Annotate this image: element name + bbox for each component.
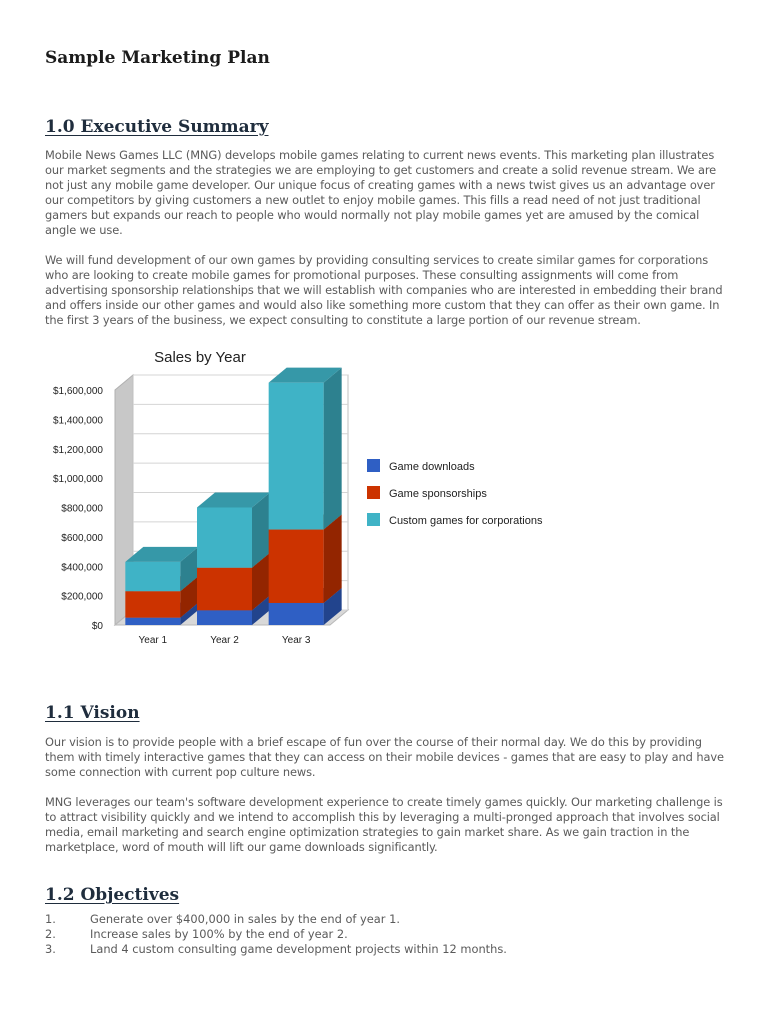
legend-swatch [367, 486, 380, 499]
x-tick-label: Year 1 [138, 635, 168, 646]
objective-text: Generate over $400,000 in sales by the end of year 1. [90, 912, 400, 926]
chart-title: Sales by Year [154, 349, 246, 366]
objective-text: Land 4 custom consulting game development projects within 12 months. [90, 942, 507, 956]
y-tick-label: $1,400,000 [52, 415, 103, 427]
bar-segment-side [324, 368, 342, 530]
legend-label: Custom games for corporations [389, 515, 543, 527]
bar-segment-side [324, 515, 342, 603]
executive-summary-paragraph-1: Mobile News Games LLC (MNG) develops mobile games relating to current news events. This marketing plan illustrates our market segments and the strategies we are employing to get customers and create a solid revenue stream. We are not just any mobile game developer. Our unique focus of creating games with a news twist gives us an advantage over our competitors by giving customers a new outlet to enjoy mobile games. This fills a read need of not just traditional gamers but expands our reach to people who would normally not play mobile games yet are amused by the comical angle we use. [45, 148, 717, 237]
bar-segment [269, 603, 324, 625]
sales-by-year-chart [40, 340, 600, 660]
bar-segment [197, 508, 252, 568]
legend-label: Game downloads [389, 461, 475, 473]
y-tick-label: $1,000,000 [52, 474, 103, 486]
legend-swatch [367, 459, 380, 472]
objectives-heading: 1.2 Objectives [45, 885, 180, 905]
x-tick-label: Year 3 [281, 635, 311, 646]
objective-item [45, 942, 507, 957]
bar-segment [197, 568, 252, 611]
objective-number: 1. [45, 912, 56, 926]
y-tick-label: $1,600,000 [52, 386, 103, 397]
vision-heading: 1.1 Vision [45, 703, 140, 723]
legend-swatch [367, 513, 380, 526]
y-tick-label: $0 [91, 621, 103, 632]
objectives-list [45, 912, 507, 957]
vision-paragraph-1: Our vision is to provide people with a brief escape of fun over the course of their normal day. We do this by providing them with timely interactive games that they can access on their mobile devices - games that are easy to play and have some connection with current pop culture news. [45, 735, 724, 779]
bar-segment [125, 618, 180, 625]
executive-summary-heading: 1.0 Executive Summary [45, 117, 269, 137]
bar-segment [125, 562, 180, 591]
x-tick-label: Year 2 [210, 635, 239, 646]
bar-segment [269, 530, 324, 603]
y-tick-label: $600,000 [61, 532, 103, 544]
objective-number: 3. [45, 942, 56, 956]
y-tick-label: $200,000 [61, 591, 103, 603]
document-title: Sample Marketing Plan [45, 48, 270, 68]
bar-segment [125, 591, 180, 617]
objective-item [45, 927, 507, 942]
executive-summary-paragraph-2: We will fund development of our own games by providing consulting services to create similar games for corporations who are looking to create mobile games for promotional purposes. These consulting assignments will come from advertising sponsorship relationships that we will establish with companies who are interested in embedding their brand and offers inside our other games and would also like something more custom that they can offer as their own game. In the first 3 years of the business, we expect consulting to constitute a large portion of our revenue stream. [45, 253, 723, 327]
objective-text: Increase sales by 100% by the end of year 2. [90, 927, 348, 941]
sales-chart-svg [40, 340, 600, 660]
legend-label: Game sponsorships [389, 488, 487, 500]
objective-item [45, 912, 507, 927]
objective-number: 2. [45, 927, 56, 941]
y-tick-label: $400,000 [61, 562, 103, 574]
bar-segment [197, 610, 252, 625]
y-tick-label: $800,000 [61, 503, 103, 515]
vision-paragraph-2: MNG leverages our team's software development experience to create timely games quickly. Our marketing challenge is to attract visibility quickly and we intend to accomplish this by leveraging a multi-pronged approach that involves social media, email marketing and search engine optimization strategies to gain market share. As we gain traction in the marketplace, word of mouth will lift our game downloads significantly. [45, 795, 723, 854]
bar-segment [269, 383, 324, 530]
y-tick-label: $1,200,000 [52, 444, 103, 456]
